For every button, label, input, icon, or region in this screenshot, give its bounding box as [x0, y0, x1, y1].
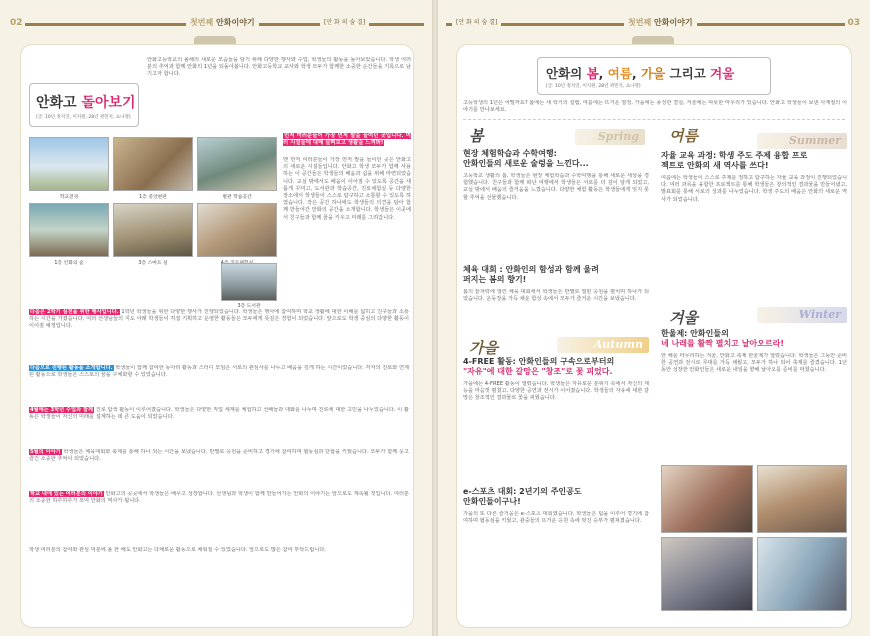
spring-sub-text: 봄의 끝자락에 열린 체육 대회에서 학생들은 반별로 열띤 응원을 펼치며 하나가 되었습니다. 운동장을 가득 채운 함성 속에서 모두가 즐거운 시간을 보냈습니다.	[463, 289, 649, 303]
right-header	[438, 16, 870, 34]
photo-annex	[197, 137, 277, 191]
intro-text: 안화고등학교의 올해의 새로운 모습들을 담기 위해 다양한 행사와 수업, 학생들의 활동을 돌아보았습니다. 학생 여러분의 추억과 함께 안화의 1년을 되돌아봅니다. 안화고등학교 교사와 학생 모두가 함께한 소중한 순간들을 기록으로 남기고자 합니다.	[147, 57, 411, 78]
article-title-box	[29, 83, 139, 127]
photo-caption: 별관 학습공간	[222, 195, 252, 200]
spring-text: 고등학교 생활의 봄, 학생들은 현장 체험학습과 수학여행을 통해 새로운 세상을 경험했습니다. 친구들과 함께 떠난 여행에서 학생들은 서로를 더 깊이 알게 되었고, 교실 밖에서 배움의 즐거움을 느꼈습니다. 다양한 체험 활동은 학생들에게 잊지 못할 추억을 선물했습니다.	[463, 173, 649, 201]
right-page	[438, 0, 870, 636]
left-page	[0, 0, 432, 636]
paragraph: 5월의 이야기 학생들은 체육대회와 축제를 통해 하나 되는 시간을 보냈습니다. 반별로 응원을 준비하고 경기에 참여하며 협동심과 단합을 키웠습니다. 모두가 함께 웃고 즐긴 소중한 추억이 되었습니다.	[29, 449, 409, 463]
photo-festival-4	[757, 537, 847, 611]
photo-caption: 학교전경	[59, 195, 79, 200]
photo-festival-3	[661, 537, 753, 611]
photo-caption: 1층 중앙현관	[139, 195, 167, 200]
photo-festival-2	[757, 465, 847, 533]
winter-label: Winter	[757, 307, 847, 323]
byline: [글: 10년 정지연, 이지원, 28년 곽민지, 쇼나영]	[546, 84, 641, 89]
photo-smart-room	[113, 203, 193, 257]
running-head: [안 화 의 숨 결]	[320, 17, 369, 26]
autumn-heading: 4-FREE 활동: 안화인들의 구속으로부터의 "자유"에 대한 갈망은 "창조"로 꽃 피었다.	[463, 357, 615, 376]
winter-script: 겨울	[669, 309, 698, 327]
side-title: 먼저 여러분들이 가장 먼저 발을 들여던 곳입니다. 여러 시설들에 대해 살펴보고 생활을 느껴봐!	[283, 133, 411, 147]
body-paragraphs	[29, 309, 409, 563]
autumn-sub-text: 가을의 또 다른 즐거움은 e-스포츠 대회였습니다. 학생들은 팀을 이루어 경기에 참여하며 협동심을 키웠고, 관중들의 뜨거운 응원 속에 멋진 승부가 펼쳐졌습니다.	[463, 511, 649, 525]
spring-label: Spring	[575, 129, 645, 145]
right-content-frame	[456, 44, 852, 628]
photo-caption: 1층 안화의 숲	[54, 261, 84, 266]
spring-script: 봄	[469, 127, 484, 145]
summer-script: 여름	[669, 127, 698, 145]
spring-heading: 현장 체험학습과 수학여행: 안화인들의 새로운 술렁을 느낀다...	[463, 149, 589, 168]
autumn-script: 가을	[469, 339, 498, 357]
photo-forest	[29, 203, 109, 257]
winter-text: 한 해를 마무리하는 겨울, 안화고 축제 한울제가 열렸습니다. 학생들은 그동안 준비한 공연과 전시로 무대를 가득 채웠고, 모두가 하나 되어 축제를 즐겼습니다. 1년 동안 성장한 안화인들은 새로운 내일을 향해 날아오를 준비를 마쳤습니다.	[661, 353, 847, 374]
photo-career-room	[197, 203, 277, 257]
photo-festival-1	[661, 465, 753, 533]
side-article	[283, 133, 411, 265]
article-title: 안화고 돌아보기	[36, 95, 136, 111]
page-number: 02	[10, 18, 23, 28]
summer-heading: 자율 교육 과정: 학생 주도 주제 융합 프로 젝트로 안화의 새 역사를 쓰다!	[661, 151, 808, 170]
left-header	[0, 16, 432, 34]
summer-label: Summer	[757, 133, 847, 149]
article-title: 안화의 봄, 여름, 가을 그리고 겨울	[546, 66, 735, 81]
autumn-text: 가을에는 4-FREE 활동이 열렸습니다. 학생들은 자유로운 분위기 속에서 자신의 재능을 마음껏 펼쳤고, 다양한 공연과 전시가 이어졌습니다. 학생들의 자유에 대한 갈망은 창조적인 결과물로 꽃을 피웠습니다.	[463, 381, 649, 402]
winter-heading: 한울제: 안화인들의 네 나래를 활짝 펼치고 날아오르라!	[661, 329, 784, 348]
photo-caption: 3층 스마트 실	[138, 261, 168, 266]
running-head: [안 화 의 숨 결]	[452, 17, 501, 26]
paragraph: 4월에는 3학년 수업과 함께 진로 탐색 활동이 이루어졌습니다. 학생들은 다양한 직업 세계를 체험하고 선배들과 대화를 나누며 진로에 대한 고민을 나누었습니다. 이 활동은 학생들이 자신의 미래를 설계하는 데 큰 도움이 되었습니다.	[29, 407, 409, 421]
left-content-frame	[20, 44, 414, 628]
page-number: 03	[847, 18, 860, 28]
byline: [글: 10년 정지연, 이지원, 28년 곽민지, 쇼나영]	[36, 115, 131, 120]
paragraph: 학교 내에 있는 여러분의 이야기 안화고의 곳곳에서 학생들은 배우고 성장합니다. 선생님과 학생이 함께 만들어가는 안화의 이야기는 앞으로도 계속될 것입니다. 여러분의 소중한 하루하루가 모여 안화의 역사가 됩니다.	[29, 491, 409, 505]
photo-school	[29, 137, 109, 191]
photo-central-hall	[113, 137, 193, 191]
section-title: 첫번째 안화이야기	[624, 17, 697, 28]
autumn-sub-heading: e-스포츠 대회: 2년기의 주인공도 안화인들이구나!	[463, 487, 582, 506]
photo-caption: 3층 도서관	[237, 304, 261, 309]
side-text: 맨 먼저 여러분들이 가장 먼저 발을 들이던 곳은 안화고의 새로운 시설들입니다. 안화고 학생 모두가 함께 사용하는 이 공간들은 학생들의 배움과 쉼을 위해 마련되었습니다. 교실 밖에서도 배움이 이어질 수 있도록 공간을 새롭게 꾸미고, 도서관과 학습공간, 진로체험실 등 다양한 장소에서 학생들이 스스로 탐구하고 소통할 수 있도록 하였습니다. 작은 공간 하나에도 학생들의 의견을 담아 함께 만들어간 안화의 공간을 소개합니다. 학생들은 이곳에서 친구들과 함께 꿈을 키우고 미래를 그려갑니다.	[283, 157, 411, 221]
spring-sub-heading: 체육 대회 : 안화인의 함성과 함께 울려 퍼지는 봄의 향기!	[463, 265, 599, 284]
photo-library	[221, 263, 277, 301]
paragraph: 다음은 2학기 실천을 위한 행사입니다. 1학년 학생들을 위한 다양한 행사가 진행되었습니다. 학생들은 행사에 참여하며 학교 생활에 대한 이해를 넓히고 친구들과 소통하는 시간을 가졌습니다. 여러 선생님들의 지도 아래 학생들이 직접 기획하고 운영한 활동들은 모두에게 뜻깊은 경험이 되었습니다. 앞으로도 학생 중심의 다양한 활동이 이어질 예정입니다.	[29, 309, 409, 330]
section-title: 첫번째 안화이야기	[186, 17, 259, 28]
closing-text: 학생 여러분의 참여와 관심 덕분에 올 한 해도 안화고는 다채로운 활동으로 채워질 수 있었습니다. 앞으로도 많은 참여 부탁드립니다.	[29, 547, 326, 553]
paragraph: 다음으로 진행된 활동을 소개합니다. 학생들이 함께 참여한 동아리 활동과 스터디 모임은 서로의 관심사를 나누고 배움을 깊게 하는 시간이었습니다. 각자의 진로와 연계된 활동으로 학생들은 스스로의 꿈을 구체화할 수 있었습니다.	[29, 365, 409, 379]
autumn-label: Autumn	[557, 337, 649, 353]
article-title-box	[537, 57, 771, 95]
intro-text: 고등학생의 1년은 어떨까요? 봄에는 새 학기의 설렘, 여름에는 뜨거운 열정, 가을에는 풍성한 결실, 겨울에는 따뜻한 마무리가 있습니다. 안화고 학생들이 보낸 사계절의 이야기를 만나보세요.	[463, 100, 847, 114]
summer-text: 여름에는 학생들이 스스로 주제를 정하고 탐구하는 자율 교육 과정이 진행되었습니다. 여러 과목을 융합한 프로젝트를 통해 학생들은 창의적인 결과물을 만들어냈고, 발표회를 통해 서로의 성과를 나누었습니다. 학생 주도의 배움은 안화의 새로운 역사가 되었습니다.	[661, 175, 847, 203]
